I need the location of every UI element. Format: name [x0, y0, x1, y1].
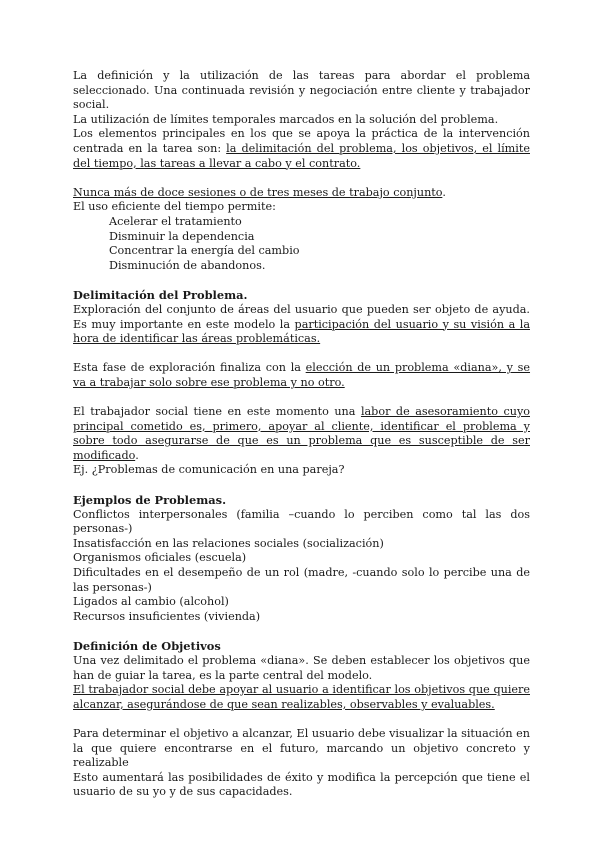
time-benefit-item: Acelerar el tratamiento: [109, 214, 242, 228]
ejemplo-item: Dificultades en el desempeño de un rol (madre, -cuando solo lo percibe una de las personas-): [73, 566, 530, 594]
objetivos-paragraph-2: [73, 683, 530, 712]
delimitacion-p1-underlined: participación del usuario y su visión a la hora de identificar las áreas problemáticas.: [73, 317, 530, 346]
objetivos-paragraph-4: Esto aumentará las posibilidades de éxito y modifica la percepción que tiene el usuario de su yo y de sus capacidades.: [73, 770, 530, 799]
intro-paragraph-3-underlined: la delimitación del problema, los objetivos, el límite del tiempo, las tareas a llevar a cabo y el contrato.: [73, 141, 530, 170]
time-benefit-item: Disminuir la dependencia: [109, 229, 255, 243]
ejemplo-item: Recursos insuficientes (vivienda): [73, 609, 261, 623]
objetivos-heading: Definición de Objetivos: [73, 638, 221, 653]
intro-paragraph-2: La utilización de límites temporales marcados en la solución del problema.: [73, 112, 499, 126]
time-limit-end: .: [442, 185, 446, 199]
ejemplo-item: Ligados al cambio (alcohol): [73, 595, 229, 609]
delimitacion-paragraph-2: [73, 361, 530, 390]
intro-paragraph-3: [73, 127, 530, 171]
ejemplos-heading: Ejemplos de Problemas.: [73, 492, 227, 507]
ejemplo-item: Organismos oficiales (escuela): [73, 551, 247, 565]
objetivos-paragraph-3: Para determinar el objetivo a alcanzar, El usuario debe visualizar la situación en la que quiere encontrarse en el futuro, marcando un objetivo concreto y realizable: [73, 726, 530, 770]
time-limit-line: [73, 186, 530, 201]
ejemplo-item: Conflictos interpersonales (familia –cuando lo perciben como tal las dos personas-): [73, 507, 530, 536]
time-limit-underlined: Nunca más de doce sesiones o de tres meses de trabajo conjunto: [73, 185, 443, 199]
delimitacion-p2-text: Esta fase de exploración finaliza con la: [73, 361, 306, 375]
delimitacion-heading: Delimitación del Problema.: [73, 287, 248, 302]
delimitacion-p3-underlined: labor de asesoramiento cuyo principal cometido es, primero, apoyar al cliente, identificar el problema y sobre todo asegurarse de que es un problema que es susceptible de ser modificado: [73, 405, 530, 462]
time-benefit-item: Concentrar la energía del cambio: [109, 244, 300, 258]
objetivos-paragraph-1: Una vez delimitado el problema «diana». Se deben establecer los objetivos que han de guiar la tarea, es la parte central del modelo.: [73, 653, 530, 682]
intro-paragraph-1: La definición y la utilización de las tareas para abordar el problema seleccionado. Una continuada revisión y negociación entre cliente y trabajador social.: [73, 69, 530, 112]
ejemplo-item: Insatisfacción en las relaciones sociales (socialización): [73, 536, 384, 550]
delimitacion-paragraph-3: [73, 405, 530, 463]
time-efficient-line: El uso eficiente del tiempo permite:: [73, 200, 276, 214]
objetivos-p2-underlined: El trabajador social debe apoyar al usuario a identificar los objetivos que quiere alcanzar, asegurándose de que sean realizables, observables y evaluables.: [73, 683, 530, 711]
delimitacion-p1-text: Exploración del conjunto de áreas del usuario que pueden ser objeto de ayuda. Es muy importante en este modelo la: [73, 302, 530, 331]
time-benefit-item: Disminución de abandonos.: [109, 258, 266, 272]
delimitacion-p3-text: El trabajador social tiene en este momento una: [73, 405, 361, 419]
intro-paragraph-3-text: Los elementos principales en los que se apoya la práctica de la intervención centrada en la tarea son:: [73, 127, 530, 155]
delimitacion-p2-underlined: elección de un problema «diana», y se va a trabajar solo sobre ese problema y no otro.: [73, 361, 531, 389]
delimitacion-paragraph-1: [73, 303, 530, 347]
delimitacion-p3-end: .: [135, 448, 139, 462]
document-page: [73, 69, 530, 800]
delimitacion-example: Ej. ¿Problemas de comunicación en una pareja?: [73, 463, 345, 477]
